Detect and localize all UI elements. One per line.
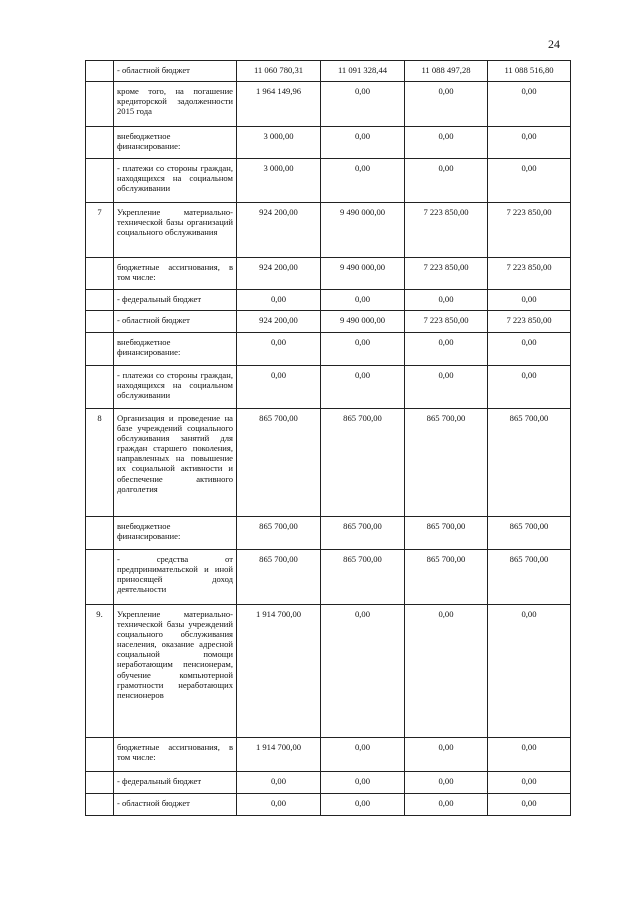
row-description: - средства от предпринимательской и иной приносящей доход деятельности (114, 550, 237, 605)
amount-cell: 0,00 (405, 127, 488, 159)
row-number (86, 794, 114, 816)
amount-cell: 865 700,00 (488, 517, 571, 550)
amount-cell: 865 700,00 (321, 409, 405, 517)
amount-cell: 0,00 (405, 159, 488, 203)
row-number (86, 772, 114, 794)
row-description: внебюджетное финансирование: (114, 333, 237, 366)
amount-cell: 0,00 (405, 82, 488, 127)
row-number (86, 311, 114, 333)
amount-cell: 0,00 (405, 290, 488, 311)
financing-table (85, 60, 571, 816)
table-row (86, 258, 571, 290)
amount-cell: 7 223 850,00 (488, 203, 571, 258)
amount-cell: 0,00 (488, 772, 571, 794)
amount-cell: 0,00 (237, 333, 321, 366)
amount-cell: 0,00 (488, 159, 571, 203)
amount-cell: 865 700,00 (237, 517, 321, 550)
row-description: бюджетные ассигнования, в том числе: (114, 738, 237, 772)
amount-cell: 924 200,00 (237, 311, 321, 333)
amount-cell: 0,00 (405, 772, 488, 794)
amount-cell: 3 000,00 (237, 159, 321, 203)
amount-cell: 11 091 328,44 (321, 61, 405, 82)
page-number: 24 (548, 37, 560, 51)
amount-cell: 0,00 (405, 333, 488, 366)
row-number (86, 258, 114, 290)
row-description: Укрепление материально-технической базы организаций социального обслуживания (114, 203, 237, 258)
row-number (86, 61, 114, 82)
amount-cell: 1 964 149,96 (237, 82, 321, 127)
amount-cell: 0,00 (321, 738, 405, 772)
row-description: бюджетные ассигнования, в том числе: (114, 258, 237, 290)
table-row (86, 127, 571, 159)
amount-cell: 0,00 (488, 127, 571, 159)
amount-cell: 0,00 (488, 738, 571, 772)
table-row (86, 366, 571, 409)
row-number (86, 366, 114, 409)
amount-cell: 0,00 (321, 605, 405, 738)
row-description: кроме того, на погашение кредиторской задолженности 2015 года (114, 82, 237, 127)
amount-cell: 0,00 (488, 605, 571, 738)
amount-cell: 924 200,00 (237, 258, 321, 290)
amount-cell: 9 490 000,00 (321, 258, 405, 290)
amount-cell: 865 700,00 (405, 409, 488, 517)
row-number (86, 290, 114, 311)
table-row (86, 409, 571, 517)
amount-cell: 865 700,00 (237, 550, 321, 605)
amount-cell: 0,00 (321, 772, 405, 794)
row-number (86, 159, 114, 203)
row-description: внебюджетное финансирование: (114, 517, 237, 550)
row-description: - федеральный бюджет (114, 290, 237, 311)
amount-cell: 865 700,00 (237, 409, 321, 517)
amount-cell: 7 223 850,00 (488, 311, 571, 333)
row-number (86, 517, 114, 550)
amount-cell: 0,00 (237, 772, 321, 794)
amount-cell: 0,00 (321, 366, 405, 409)
amount-cell: 9 490 000,00 (321, 311, 405, 333)
amount-cell: 7 223 850,00 (405, 203, 488, 258)
table-row (86, 550, 571, 605)
row-number (86, 333, 114, 366)
amount-cell: 11 088 516,80 (488, 61, 571, 82)
table-row (86, 772, 571, 794)
amount-cell: 7 223 850,00 (488, 258, 571, 290)
amount-cell: 924 200,00 (237, 203, 321, 258)
amount-cell: 0,00 (488, 82, 571, 127)
amount-cell: 7 223 850,00 (405, 258, 488, 290)
row-description: Организация и проведение на базе учреждений социального обслуживания занятий для граждан старшего поколения, направленных на повышение их социальной активности и обеспечение активного долголетия (114, 409, 237, 517)
row-number: 7 (86, 203, 114, 258)
row-number (86, 127, 114, 159)
table-row (86, 159, 571, 203)
amount-cell: 0,00 (237, 794, 321, 816)
amount-cell: 0,00 (488, 366, 571, 409)
table-row (86, 794, 571, 816)
row-description: внебюджетное финансирование: (114, 127, 237, 159)
amount-cell: 865 700,00 (321, 550, 405, 605)
row-description: Укрепление материально-технической базы учреждений социального обслуживания населения, оказание адресной социальной помощи неработающим пенсионерам, обучение компьютерной грамотности неработающих пенсионеров (114, 605, 237, 738)
amount-cell: 865 700,00 (405, 517, 488, 550)
table-row (86, 290, 571, 311)
amount-cell: 0,00 (237, 366, 321, 409)
amount-cell: 865 700,00 (488, 409, 571, 517)
amount-cell: 0,00 (321, 127, 405, 159)
row-number: 9. (86, 605, 114, 738)
amount-cell: 9 490 000,00 (321, 203, 405, 258)
table-row (86, 333, 571, 366)
amount-cell: 11 088 497,28 (405, 61, 488, 82)
row-description: - платежи со стороны граждан, находящихся на социальном обслуживании (114, 366, 237, 409)
table-row (86, 517, 571, 550)
amount-cell: 0,00 (405, 366, 488, 409)
amount-cell: 0,00 (321, 159, 405, 203)
amount-cell: 0,00 (321, 333, 405, 366)
financing-table-body (86, 61, 571, 816)
amount-cell: 865 700,00 (405, 550, 488, 605)
amount-cell: 0,00 (321, 794, 405, 816)
table-row (86, 605, 571, 738)
table-row (86, 203, 571, 258)
table-row (86, 738, 571, 772)
amount-cell: 865 700,00 (488, 550, 571, 605)
row-number (86, 738, 114, 772)
amount-cell: 0,00 (405, 738, 488, 772)
amount-cell: 0,00 (237, 290, 321, 311)
amount-cell: 0,00 (488, 333, 571, 366)
amount-cell: 11 060 780,31 (237, 61, 321, 82)
table-row (86, 311, 571, 333)
row-description: - областной бюджет (114, 61, 237, 82)
amount-cell: 0,00 (488, 794, 571, 816)
amount-cell: 0,00 (321, 82, 405, 127)
table-row (86, 82, 571, 127)
row-number: 8 (86, 409, 114, 517)
amount-cell: 3 000,00 (237, 127, 321, 159)
row-description: - федеральный бюджет (114, 772, 237, 794)
row-description: - платежи со стороны граждан, находящихся на социальном обслуживании (114, 159, 237, 203)
amount-cell: 0,00 (488, 290, 571, 311)
row-description: - областной бюджет (114, 311, 237, 333)
amount-cell: 0,00 (405, 605, 488, 738)
row-number (86, 550, 114, 605)
amount-cell: 1 914 700,00 (237, 738, 321, 772)
row-number (86, 82, 114, 127)
table-row (86, 61, 571, 82)
amount-cell: 865 700,00 (321, 517, 405, 550)
amount-cell: 0,00 (405, 794, 488, 816)
amount-cell: 7 223 850,00 (405, 311, 488, 333)
amount-cell: 0,00 (321, 290, 405, 311)
row-description: - областной бюджет (114, 794, 237, 816)
amount-cell: 1 914 700,00 (237, 605, 321, 738)
